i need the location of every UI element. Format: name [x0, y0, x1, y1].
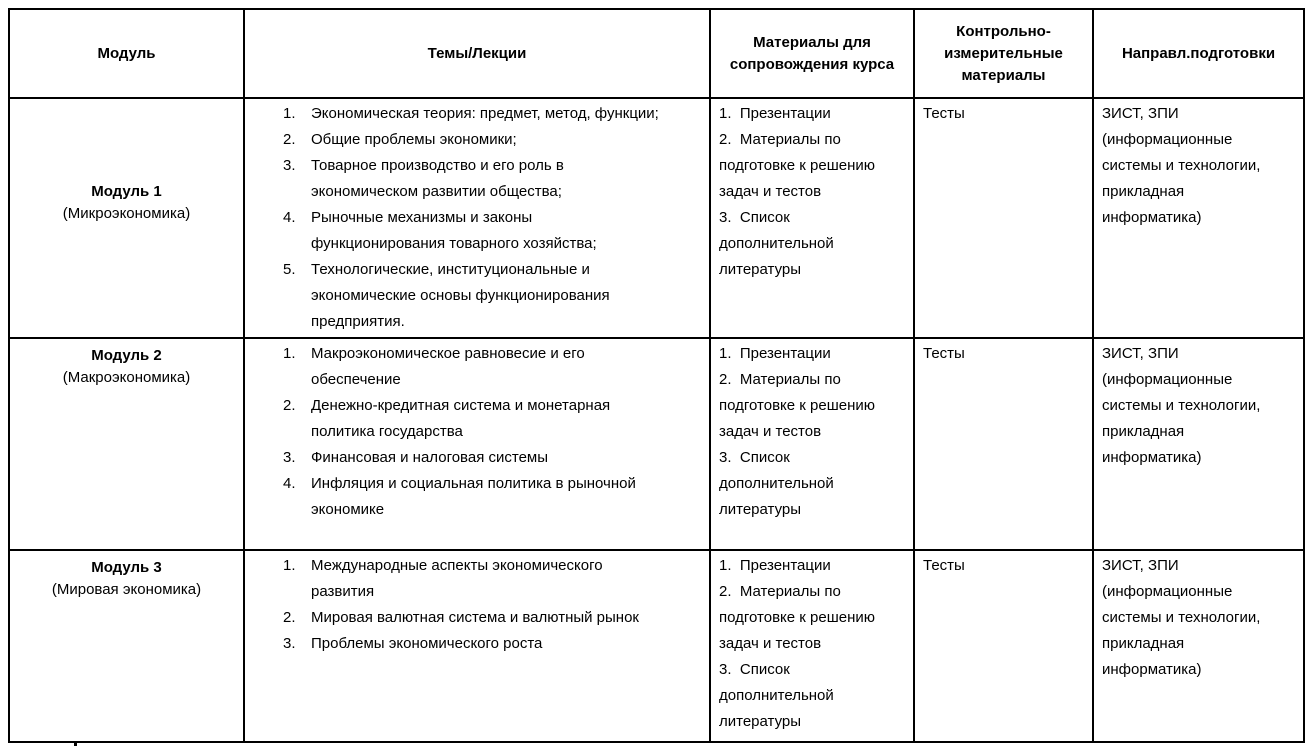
topic-item: Международные аспекты экономического развития [311, 557, 603, 600]
module-3-materials-list [719, 553, 883, 735]
topic-item: Рыночные механизмы и законы функционирования товарного хозяйства; [311, 209, 597, 252]
table-header [9, 9, 1304, 98]
header-direction: Направл.подготовки [1093, 9, 1304, 98]
topic-item: Мировая валютная система и валютный рынок [311, 609, 639, 626]
topic-item: Экономическая теория: предмет, метод, функции; [311, 105, 659, 122]
material-item: Презентации [739, 105, 831, 122]
module-2-subtitle: (Макроэкономика) [62, 369, 191, 386]
module-2-materials-list [719, 341, 883, 523]
topic-item: Проблемы экономического роста [311, 635, 543, 652]
material-item: Список дополнительной литературы [719, 661, 834, 730]
stray-cursor-mark [74, 742, 77, 746]
module-3-topics-list [245, 553, 709, 657]
material-item: Материалы по подготовке к решению задач и тестов [719, 583, 875, 652]
module-1-direction-cell [1093, 98, 1304, 338]
module-1-materials-cell [710, 98, 914, 338]
direction-detail: (информационные системы и технологии, прикладная информатика) [1102, 583, 1261, 678]
module-2-cell [9, 338, 244, 550]
direction-abbrev: ЗИСТ, ЗПИ [1102, 557, 1179, 574]
topic-item: Технологические, институциональные и экономические основы функционирования предприятия. [311, 261, 610, 330]
direction-abbrev: ЗИСТ, ЗПИ [1102, 345, 1179, 362]
direction-detail: (информационные системы и технологии, прикладная информатика) [1102, 131, 1261, 226]
module-1-subtitle: (Микроэкономика) [62, 205, 191, 222]
material-item: Список дополнительной литературы [719, 209, 834, 278]
module-1-topics-cell [244, 98, 710, 338]
topic-item: Макроэкономическое равновесие и его обеспечение [311, 345, 585, 388]
table-body [9, 98, 1304, 742]
header-row [9, 9, 1304, 98]
module-2-title: Модуль 2 [91, 347, 162, 364]
header-assessment: Контрольно-измерительные материалы [914, 9, 1093, 98]
header-topics: Темы/Лекции [244, 9, 710, 98]
table-row-module-1 [9, 98, 1304, 338]
module-3-materials-cell [710, 550, 914, 742]
module-2-materials-cell [710, 338, 914, 550]
course-modules-table [8, 8, 1305, 743]
topic-item: Финансовая и налоговая системы [311, 449, 549, 466]
material-item: Презентации [739, 557, 831, 574]
module-2-direction-cell [1093, 338, 1304, 550]
module-3-title: Модуль 3 [91, 559, 162, 576]
direction-abbrev: ЗИСТ, ЗПИ [1102, 105, 1179, 122]
table-row-module-2 [9, 338, 1304, 550]
direction-detail: (информационные системы и технологии, прикладная информатика) [1102, 371, 1261, 466]
topic-item: Общие проблемы экономики; [311, 131, 517, 148]
header-materials: Материалы для сопровождения курса [710, 9, 914, 98]
module-3-topics-cell [244, 550, 710, 742]
material-item: Список дополнительной литературы [719, 449, 834, 518]
module-1-assessment-cell: Тесты [914, 98, 1093, 338]
module-1-title: Модуль 1 [91, 183, 162, 200]
module-3-assessment-cell: Тесты [914, 550, 1093, 742]
module-1-cell [9, 98, 244, 338]
table-row-module-3 [9, 550, 1304, 742]
material-item: Материалы по подготовке к решению задач и тестов [719, 131, 875, 200]
material-item: Презентации [739, 345, 831, 362]
material-item: Материалы по подготовке к решению задач и тестов [719, 371, 875, 440]
module-2-topics-list [245, 341, 709, 523]
module-3-cell [9, 550, 244, 742]
topic-item: Товарное производство и его роль в экономическом развитии общества; [311, 157, 564, 200]
module-2-assessment-cell: Тесты [914, 338, 1093, 550]
topic-item: Инфляция и социальная политика в рыночной экономике [311, 475, 636, 518]
header-module: Модуль [9, 9, 244, 98]
module-1-materials-list [719, 101, 883, 283]
module-3-direction-cell [1093, 550, 1304, 742]
module-2-topics-cell [244, 338, 710, 550]
module-1-topics-list [245, 101, 709, 335]
topic-item: Денежно-кредитная система и монетарная политика государства [311, 397, 611, 440]
module-3-subtitle: (Мировая экономика) [51, 581, 202, 598]
